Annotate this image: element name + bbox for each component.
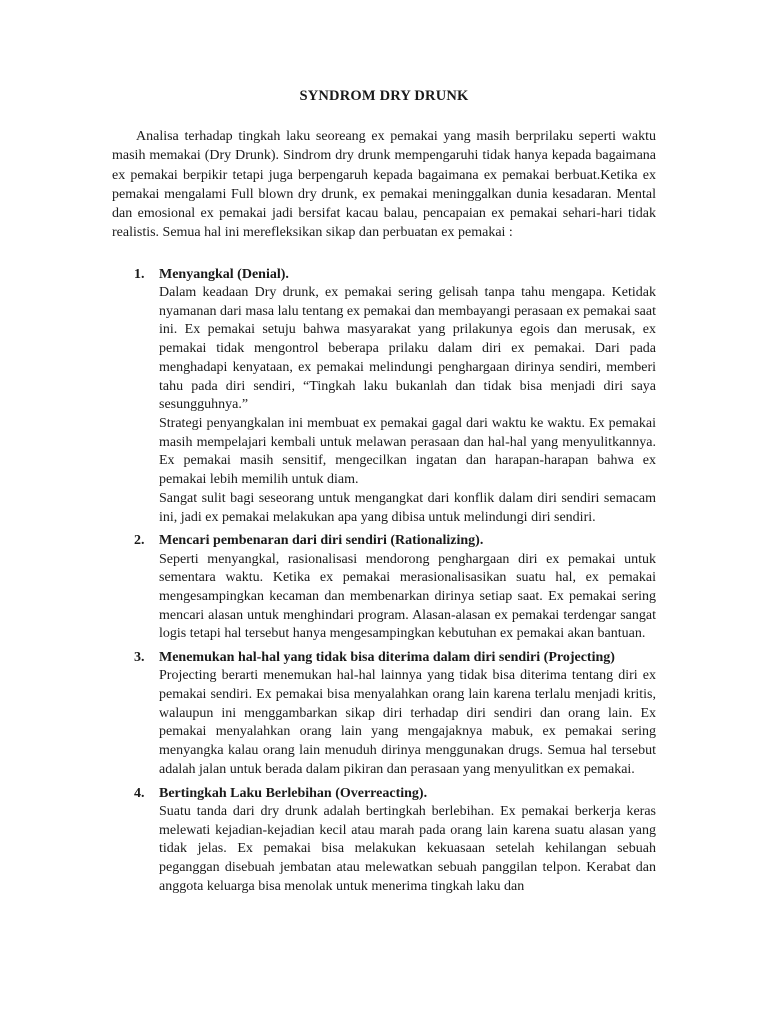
item-number: 3. (134, 650, 145, 666)
item-number: 1. (134, 266, 145, 282)
list-item-rationalizing (112, 531, 656, 644)
list-item-projecting (112, 648, 656, 780)
item-number: 4. (134, 785, 145, 801)
item-paragraph: Seperti menyangkal, rasionalisasi mendorong penghargaan diri ex pemakai untuk sementara waktu. Ketika ex pemakai merasionalisasikan suatu hal, ex pemakai mengesampingkan kecaman dan membenarkan dirinya setiap saat. Ex pemakai sering mencari alasan untuk menghindari program. Alasan-alasan ex pemakai terdengar sangat logis tetapi hal tersebut hanya mengesampingkan kebutuhan ex pemakai akan bantuan. (159, 551, 656, 642)
item-paragraph: Strategi penyangkalan ini membuat ex pemakai gagal dari waktu ke waktu. Ex pemakai masih mempelajari kembali untuk melawan perasaan dan hal-hal yang menyulitkannya. Ex pemakai masih sensitif, mengecilkan ingatan dan harapan-harapan bahwa ex pemakai lebih memilih untuk diam. (159, 416, 656, 488)
item-heading: Menemukan hal-hal yang tidak bisa diterima dalam diri sendiri (Projecting) (159, 650, 615, 666)
page-title: SYNDROM DRY DRUNK (299, 88, 469, 104)
item-heading: Menyangkal (Denial). (159, 266, 289, 282)
item-heading: Mencari pembenaran dari diri sendiri (Rationalizing). (159, 533, 484, 549)
item-paragraph: Sangat sulit bagi seseorang untuk mengangkat dari konflik dalam diri sendiri semacam ini, jadi ex pemakai melakukan apa yang dibisa untuk melindungi diri sendiri. (159, 490, 656, 525)
symptom-list (112, 265, 656, 897)
item-paragraph: Projecting berarti menemukan hal-hal lainnya yang tidak bisa diterima tentang diri ex pemakai sendiri. Ex pemakai bisa menyalahkan orang lain karena terlalu menjadi kritis, walaupun ini menggambarkan sikap diri terhadap diri sendiri dan orang lain. Ex pemakai menyalahkan orang lain yang mengajaknya mabuk, ex pemakai sering menyangka kalau orang lain menuduh dirinya menggunakan drugs. Semua hal tersebut adalah jalan untuk berada dalam pikiran dan perasaan yang menyulitkan ex pemakai. (159, 668, 656, 777)
item-heading: Bertingkah Laku Berlebihan (Overreacting). (159, 785, 428, 801)
item-paragraph: Suatu tanda dari dry drunk adalah bertingkah berlebihan. Ex pemakai berkerja keras melewati kejadian-kejadian kecil atau marah pada orang lain karena suatu alasan yang tidak jelas. Ex pemakai bisa melakukan kekuasaan setelah kehilangan sebuah peganggan disebuah jembatan atau melewatkan sebuah panggilan telpon. Kerabat dan anggota keluarga bisa menolak untuk menerima tingkah laku dan (159, 803, 656, 894)
document-page (112, 88, 656, 900)
item-paragraph: Dalam keadaan Dry drunk, ex pemakai sering gelisah tanpa tahu mengapa. Ketidak nyamanan dari masa lalu tentang ex pemakai dan membayangi perasaan ex pemakai saat ini. Ex pemakai setuju bahwa masyarakat yang prilakunya egois dan merusak, ex pemakai tidak mengontrol beberapa prilaku dalam diri ex pemakai. Dari pada menghadapi kenyataan, ex pemakai melindungi penghargaan dirinya sendiri, memberi tahu pada diri sendiri, “Tingkah laku bukanlah dan tidak bisa menjadi diri saya sesungguhnya.” (159, 285, 656, 413)
list-item-denial (112, 265, 656, 527)
intro-paragraph: Analisa terhadap tingkah laku seoreang ex pemakai yang masih berprilaku seperti waktu masih memakai (Dry Drunk). Sindrom dry drunk mempengaruhi tidak hanya kepada bagaimana ex pemakai berpikir tetapi juga berpengaruh kepada bagaimana ex pemakai berbuat.Ketika ex pemakai mengalami Full blown dry drunk, ex pemakai meninggalkan dunia kesadaran. Mental dan emosional ex pemakai jadi bersifat kacau balau, pencapaian ex pemakai sehari-hari tidak realistis. Semua hal ini merefleksikan sikap dan perbuatan ex pemakai : (112, 129, 656, 241)
list-item-overreacting (112, 784, 656, 897)
item-number: 2. (134, 533, 145, 549)
